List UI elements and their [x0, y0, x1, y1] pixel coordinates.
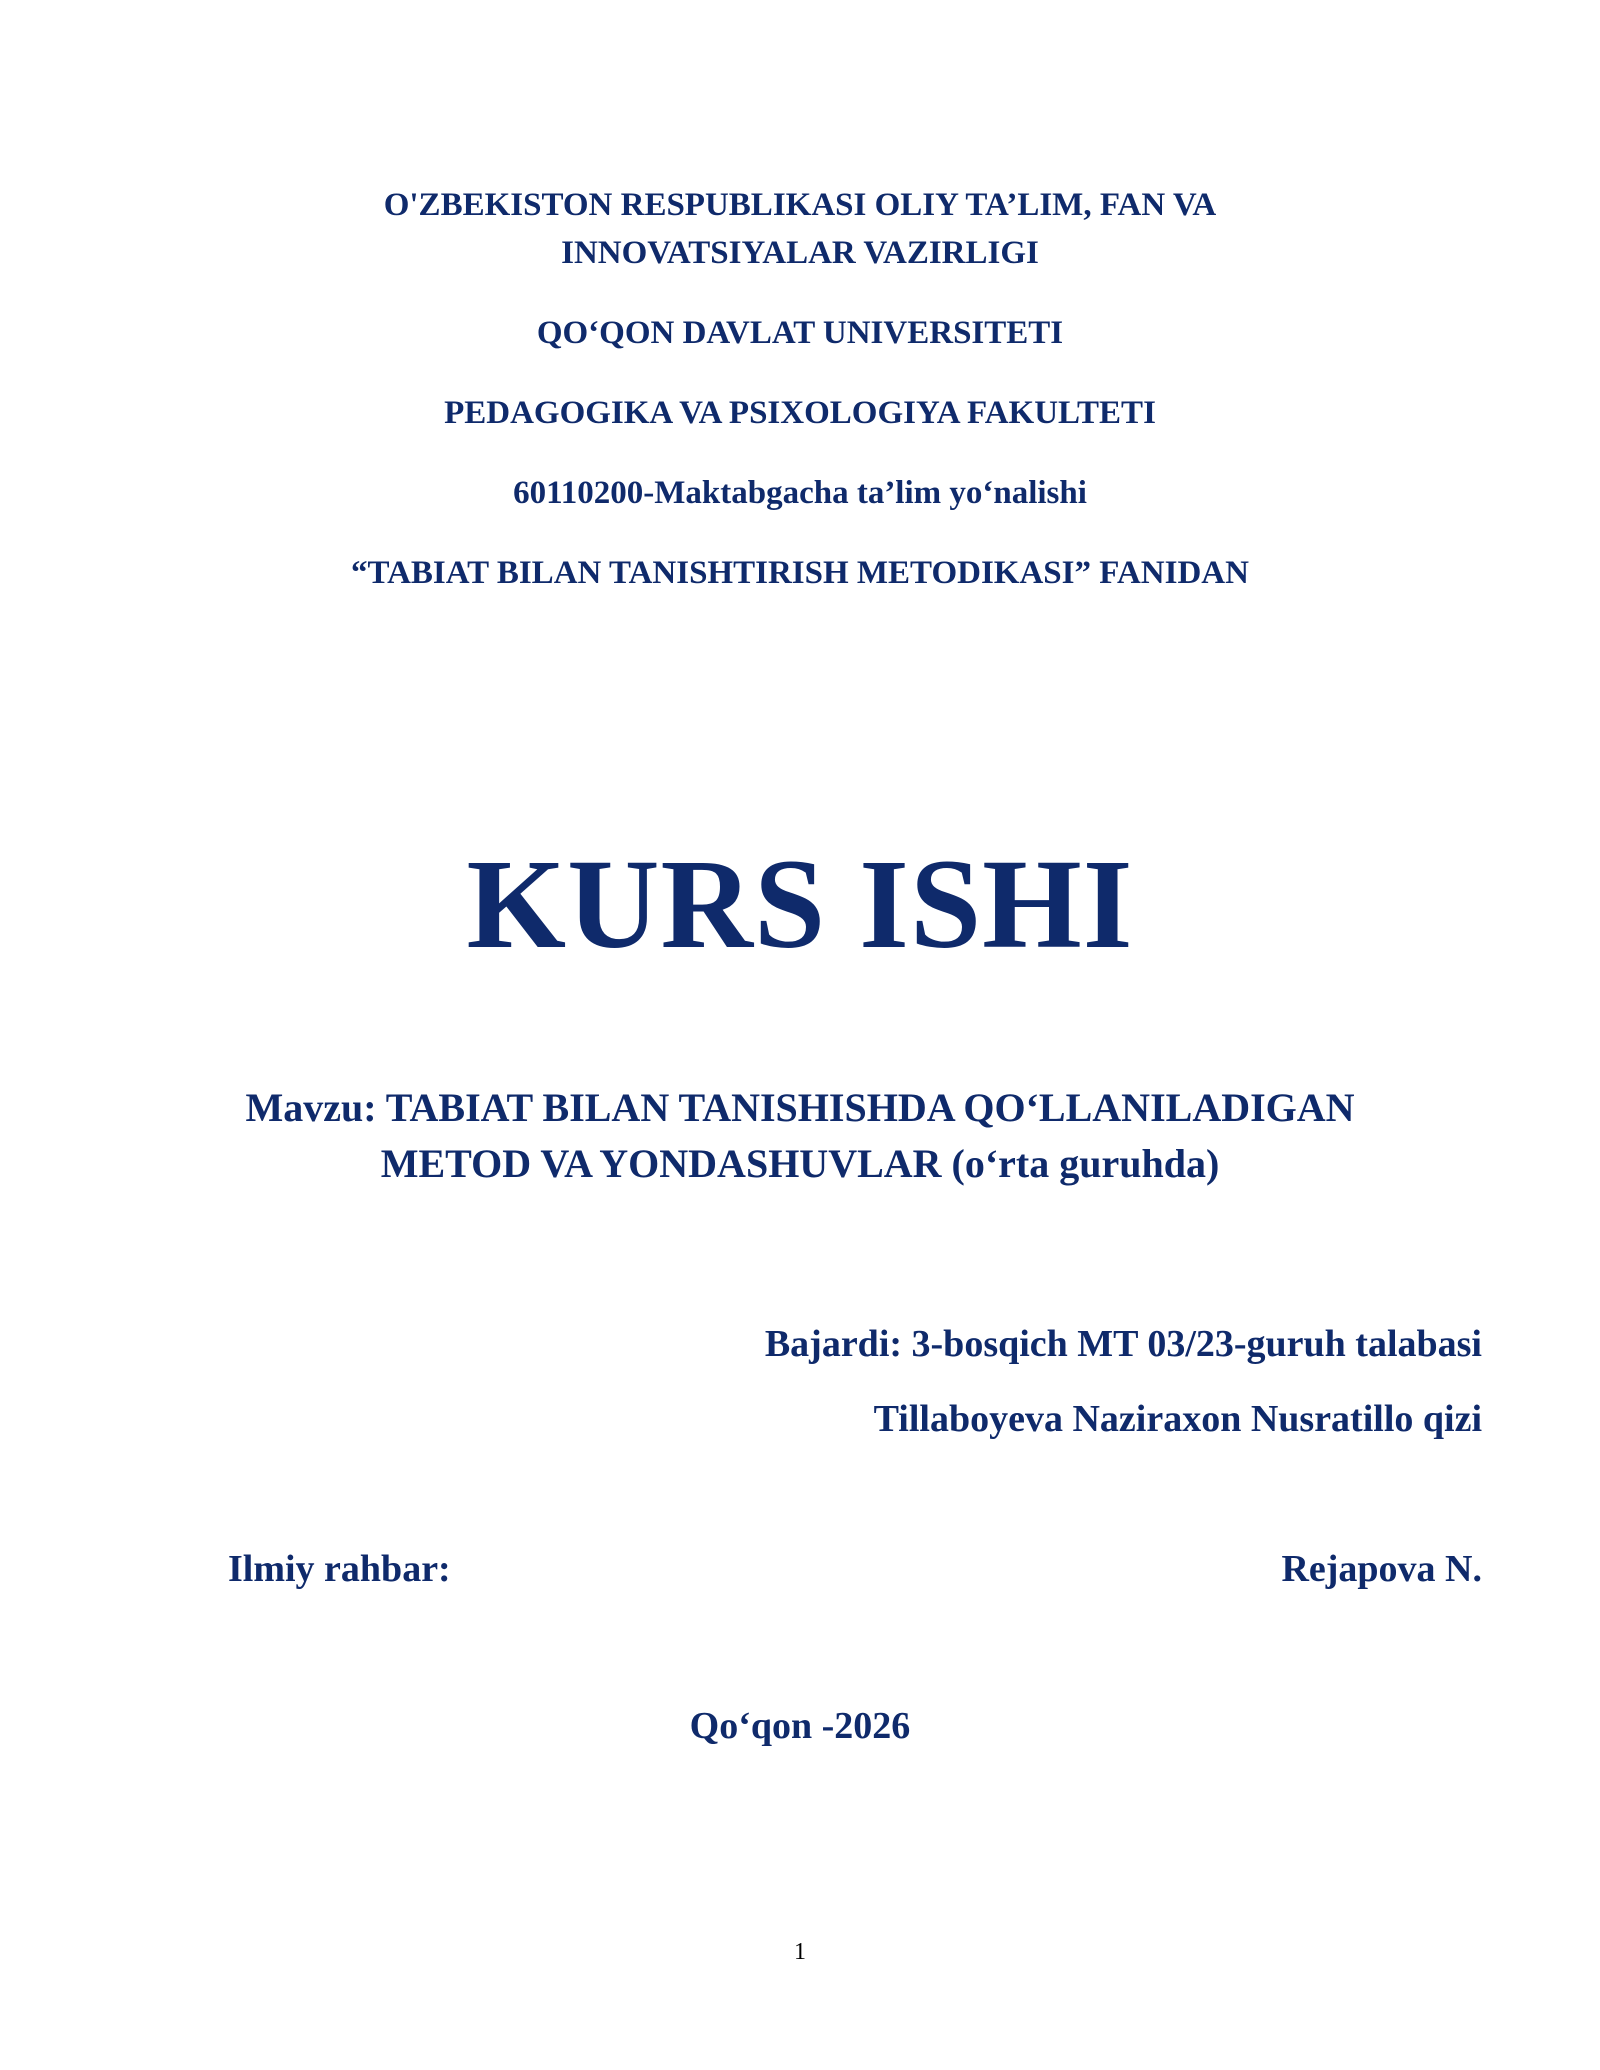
subject-name: “TABIAT BILAN TANISHTIRISH METODIKASI” FANIDAN — [351, 555, 1249, 591]
student-name: Tillaboyeva Naziraxon Nusratillo qizi — [873, 1398, 1482, 1440]
city-year: Qo‘qon -2026 — [689, 1705, 911, 1747]
topic-line-2: METOD VA YONDASHUVLAR (o‘rta guruhda) — [380, 1141, 1220, 1186]
ministry-line-1: O'ZBEKISTON RESPUBLIKASI OLIY TA’LIM, FAN VA — [383, 187, 1217, 223]
topic-line-1: Mavzu: TABIAT BILAN TANISHISHDA QO‘LLANILADIGAN — [245, 1085, 1355, 1130]
ministry-line-2: INNOVATSIYALAR VAZIRLIGI — [561, 235, 1039, 271]
study-direction: 60110200-Maktabgacha ta’lim yo‘nalishi — [513, 475, 1087, 511]
university-name: QO‘QON DAVLAT UNIVERSITETI — [536, 315, 1064, 351]
page-number: 1 — [794, 1939, 806, 1965]
faculty-name: PEDAGOGIKA VA PSIXOLOGIYA FAKULTETI — [444, 395, 1156, 431]
supervisor-label: Ilmiy rahbar: — [228, 1548, 451, 1590]
document-title: KURS ISHI — [466, 833, 1134, 975]
supervisor-name: Rejapova N. — [1281, 1548, 1482, 1590]
done-by-line: Bajardi: 3-bosqich MT 03/23-guruh talabasi — [764, 1323, 1482, 1365]
